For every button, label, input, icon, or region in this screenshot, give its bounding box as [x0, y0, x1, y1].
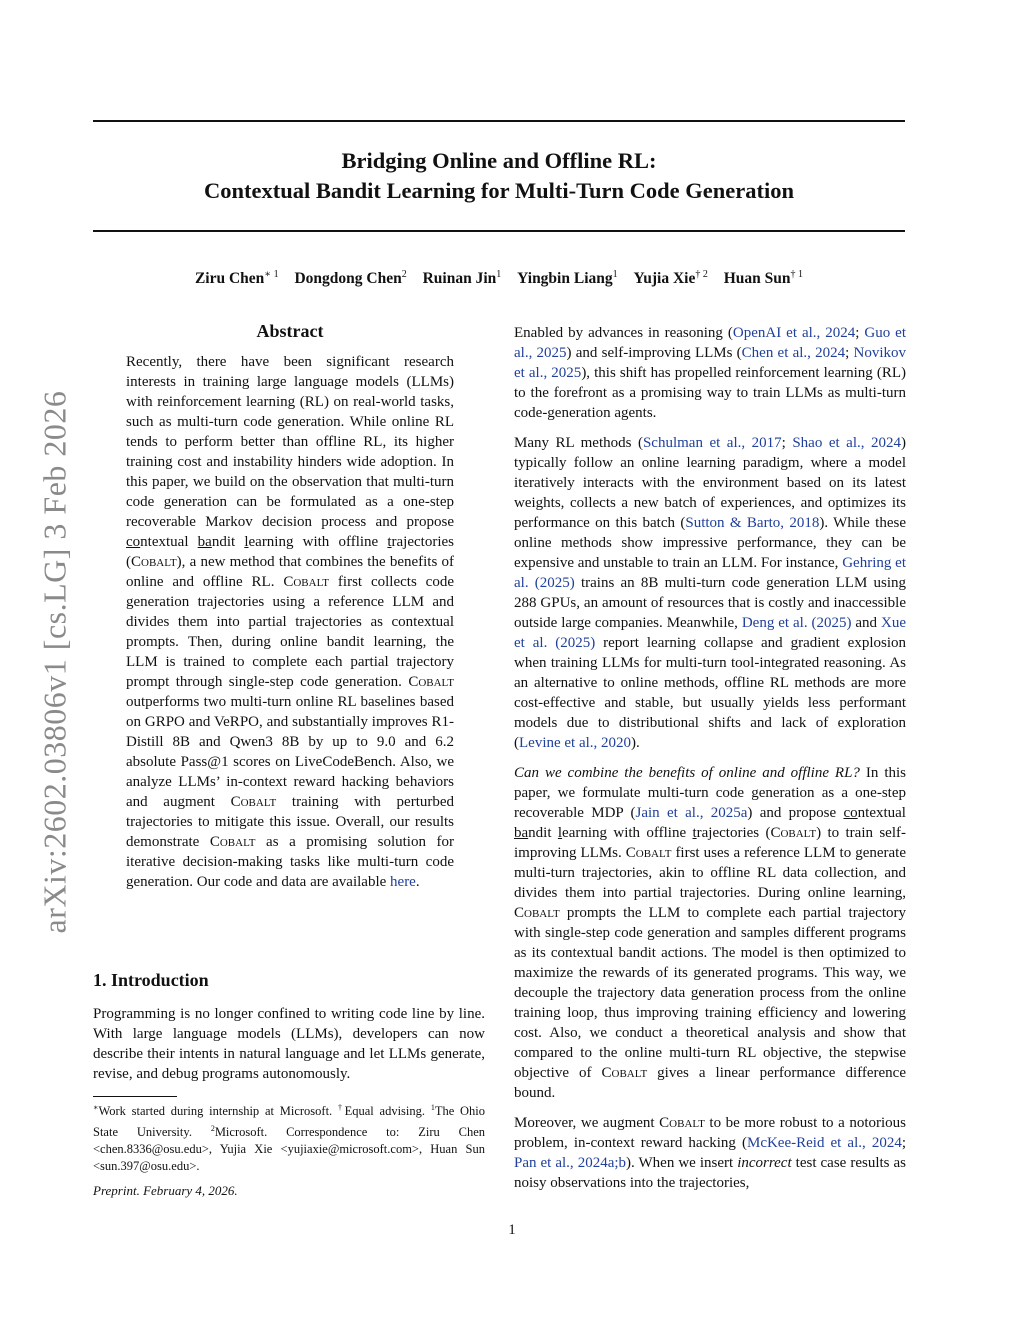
citation-link[interactable]: Jain et al., 2025a [635, 805, 748, 821]
top-rule [93, 120, 905, 122]
abstract-heading: Abstract [256, 321, 324, 341]
author: Dongdong Chen$^2$ [294, 269, 407, 288]
preprint-note: Preprint. February 4, 2026. [93, 1183, 238, 1198]
paper-title-line-1: Bridging Online and Offline RL: [341, 148, 657, 173]
citation-link[interactable]: Shao et al., 2024 [792, 435, 902, 451]
paragraph-motivation: Enabled by advances in reasoning (OpenAI et al., 2024; Guo et al., 2025) and self-improving LLMs (Chen et al., 2024; Novikov et al., 2025), this shift has propelled reinforcement learning (RL) to the forefront as a promising way to train LLMs as multi-turn code-generation agents. [514, 325, 907, 421]
introduction-paragraph: Programming is no longer confined to writing code line by line. With large language models (LLMs), developers can now describe their intents in natural language and let LLMs generate, revise, and debug programs autonomously. [93, 1006, 485, 1082]
citation-link[interactable]: Schulman et al., 2017 [642, 435, 782, 451]
bottom-rule [93, 230, 905, 232]
citation-link[interactable]: Guo et al., 2025 [514, 325, 907, 361]
citation-link[interactable]: Novikov et al., 2025 [514, 345, 906, 381]
footnote: ∗Work started during internship at Microsoft. †Equal advising. $^1$The Ohio State University. $^2$Microsoft. Correspondence to: Ziru Chen <chen.8336@osu.edu>, Yujia Xie <yujiaxie@microsoft.com>, Huan Sun <sun.397@osu.edu>. [93, 1103, 486, 1174]
citation-link[interactable]: Pan et al., 2024a;b [514, 1155, 627, 1171]
code-data-link[interactable]: here [390, 874, 416, 890]
paragraph-cobalt: Can we combine the benefits of online and offline RL? In this paper, we formulate multi-turn code generation as a one-step recoverable MDP (Jain et al., 2025a) and propose contextual bandit learning with offline trajectories (Cobalt) to train self-improving LLMs. Cobalt first uses a reference LLM to generate multi-turn trajectories, akin to offline RL data collection, and divides them into partial trajectories. During online learning, Cobalt prompts the LLM to complete each partial trajectory with single-step code generation and samples different programs as its contextual bandit actions. The model is then optimized to maximize the rewards of its generated programs. This way, we decouple the trajectory data generation process from the online training loop, thus improving training efficiency and lowering cost. Also, we conduct a theoretical analysis and show that compared to the online multi-turn RL objective, the stepwise objective of Cobalt gives a linear performance difference bound. [514, 765, 906, 1101]
right-column [514, 323, 906, 1203]
citation-link[interactable]: McKee-Reid et al., 2024 [746, 1135, 902, 1151]
citation-link[interactable]: OpenAI et al., 2024 [732, 325, 856, 341]
author: Ziru Chen$^{∗ 1}$ [194, 269, 279, 288]
paragraph-reward-hacking: Moreover, we augment Cobalt to be more robust to a notorious problem, in-context reward hacking (McKee-Reid et al., 2024; Pan et al., 2024a;b). When we insert incorrect test case results as noisy observations into the trajectories, [514, 1115, 907, 1191]
author: Ruinan Jin$^1$ [422, 269, 502, 288]
author-list [93, 264, 905, 290]
introduction-heading: 1. Introduction [93, 970, 209, 990]
citation-link[interactable]: Xue et al. (2025) [514, 615, 906, 651]
citation-link[interactable]: Gehring et al. (2025) [514, 555, 906, 591]
arxiv-side-label: arXiv:2602.03806v1 [cs.LG] 3 Feb 2026 [36, 390, 73, 934]
footnote-rule [93, 1096, 177, 1097]
citation-link[interactable]: Deng et al. (2025) [741, 615, 852, 631]
abstract-body: Recently, there have been significant research interests in training large language models (LLMs) with reinforcement learning (RL) on real-world tasks, such as multi-turn code generation. While online RL tends to perform better than offline RL, its higher training cost and instability hinders wide adoption. In this paper, we build on the observation that multi-turn code generation can be formulated as a one-step recoverable Markov decision process and propose contextual bandit learning with offline trajectories (Cobalt), a new method that combines the benefits of online and offline RL. Cobalt first collects code generation trajectories using a reference LLM and divides them into partial trajectories as contextual prompts. Then, during online bandit learning, the LLM is trained to complete each partial trajectory prompt through single-step code generation. Cobalt outperforms two multi-turn online RL baselines based on GRPO and VeRPO, and substantially improves R1-Distill 8B and Qwen3 8B by up to 9.0 and 6.2 absolute Pass@1 scores on LiveCodeBench. Also, we analyze LLMs’ in-context reward hacking behaviors and augment Cobalt training with perturbed trajectories to mitigate this issue. Overall, our results demonstrate Cobalt as a promising solution for iterative decision-making tasks like multi-turn code generation. Our code and data are available here. [126, 354, 455, 890]
page-number: 1 [508, 1222, 516, 1238]
paper-title-line-2: Contextual Bandit Learning for Multi-Turn Code Generation [203, 178, 795, 203]
paragraph-rl-methods: Many RL methods (Schulman et al., 2017; Shao et al., 2024) typically follow an online learning paradigm, where a model iteratively interacts with the environment based on its latest weights, collects a new batch of experiences, and optimizes its performance on this batch (Sutton & Barto, 2018). While these online methods show impressive performance, they can be expensive and unstable to train an LLM. For instance, Gehring et al. (2025) trains an 8B multi-turn code generation LLM using 288 GPUs, an amount of resources that is costly and inaccessible outside large companies. Meanwhile, Deng et al. (2025) and Xue et al. (2025) report learning collapse and gradient explosion when training LLMs for multi-turn tool-integrated reasoning. As an alternative to online methods, offline RL methods are more cost-effective and stable, but usually yields less performant models due to distributional shifts and lack of exploration (Levine et al., 2020). [514, 435, 907, 751]
author: Huan Sun$^{\dagger 1}$ [723, 269, 804, 288]
citation-link[interactable]: Sutton & Barto, 2018 [685, 515, 820, 531]
author: Yujia Xie$^{\dagger 2}$ [633, 269, 708, 288]
author: Yingbin Liang$^1$ [517, 269, 618, 288]
citation-link[interactable]: Chen et al., 2024 [741, 345, 846, 361]
citation-link[interactable]: Levine et al., 2020 [519, 735, 632, 751]
